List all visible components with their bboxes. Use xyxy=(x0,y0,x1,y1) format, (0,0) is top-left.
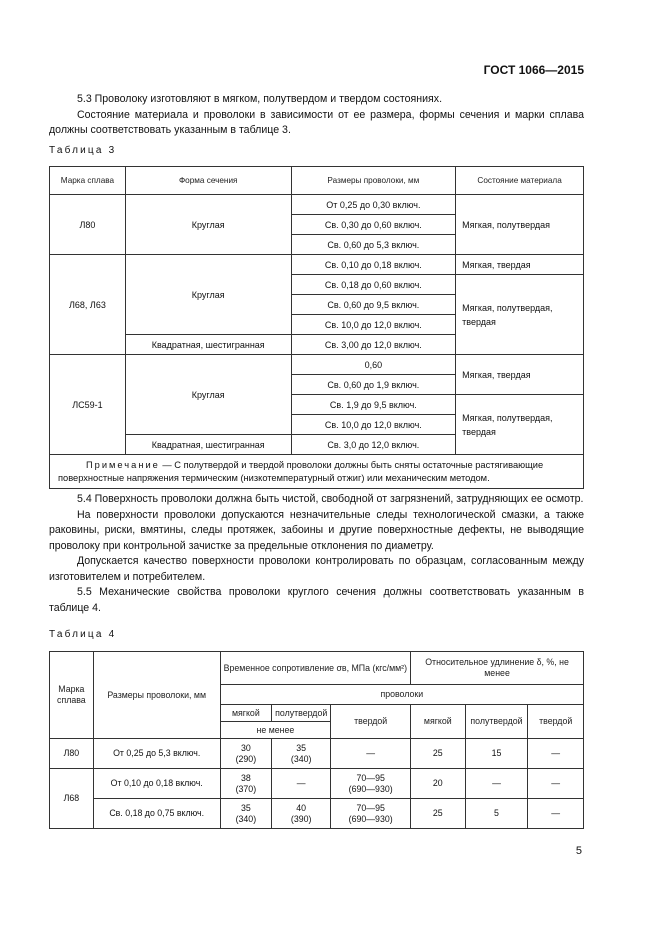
cell-grade: Л68 xyxy=(50,769,94,829)
cell-value: — xyxy=(331,739,411,769)
cell-value: 35 (340) xyxy=(272,739,331,769)
cell-size: Св. 0,60 до 9,5 включ. xyxy=(291,295,456,315)
page-number: 5 xyxy=(575,845,582,857)
cell-value: 30 (290) xyxy=(220,739,272,769)
th-grade: Марка сплава xyxy=(50,652,94,739)
th-hard: твердой xyxy=(528,705,584,739)
cell-value: — xyxy=(272,769,331,799)
cell-value: — xyxy=(528,769,584,799)
th-hard: твердой xyxy=(331,705,411,739)
paragraph: 5.3 Проволоку изготовляют в мягком, полутвердом и твердом состояниях. xyxy=(77,93,443,105)
cell-grade: ЛС59-1 xyxy=(50,355,126,455)
cell-value: 25 xyxy=(411,799,465,829)
cell-size: Св. 0,18 до 0,60 включ. xyxy=(291,275,456,295)
cell-size: От 0,25 до 5,3 включ. xyxy=(93,739,220,769)
cell-form: Квадратная, шестигранная xyxy=(125,435,291,455)
th-elongation: Относительное удлинение δ, %, не менее xyxy=(411,652,584,685)
cell-size: Св. 0,30 до 0,60 включ. xyxy=(291,215,456,235)
section-5-3 xyxy=(49,92,584,139)
paragraph: 5.5 Механические свойства проволоки круглого сечения должны соответствовать указанным в таблице 4. xyxy=(49,586,584,614)
cell-state: Мягкая, твердая xyxy=(456,255,584,275)
cell-value: 40 (390) xyxy=(272,799,331,829)
cell-size: От 0,25 до 0,30 включ. xyxy=(291,195,456,215)
cell-size: Св. 10,0 до 12,0 включ. xyxy=(291,315,456,335)
th-not-less: не менее xyxy=(220,722,331,739)
cell-value: 25 xyxy=(411,739,465,769)
cell-value: — xyxy=(528,739,584,769)
cell-form: Круглая xyxy=(125,255,291,335)
table-row xyxy=(50,769,584,799)
cell-size: Св. 1,9 до 9,5 включ. xyxy=(291,395,456,415)
cell-value: 20 xyxy=(411,769,465,799)
cell-grade: Л68, Л63 xyxy=(50,255,126,355)
cell-form: Круглая xyxy=(125,195,291,255)
paragraph: На поверхности проволоки допускаются незначительные следы технологической смазки, а также раковины, риски, вмятины, следы протяжек, забоины и другие поверхностные дефекты, не выводящие проволоку при контрольной зачистке за предельные отклонения по диаметру. xyxy=(49,508,584,552)
th-tensile: Временное сопротивление σв, МПа (кгс/мм²) xyxy=(220,652,410,685)
paragraph: Допускается качество поверхности проволоки контролировать по образцам, согласованным между изготовителем и потребителем. xyxy=(49,555,584,583)
table-3-caption: Таблица 3 xyxy=(49,145,117,156)
cell-size: Св. 0,60 до 1,9 включ. xyxy=(291,375,456,395)
cell-form: Круглая xyxy=(125,355,291,435)
th-form: Форма сечения xyxy=(125,167,291,195)
cell-value: 15 xyxy=(465,739,528,769)
th-state: Состояние материала xyxy=(456,167,584,195)
cell-state: Мягкая, полутвердая xyxy=(456,195,584,255)
cell-grade: Л80 xyxy=(50,739,94,769)
th-semihard: полутвердой xyxy=(272,705,331,722)
cell-value: 35 (340) xyxy=(220,799,272,829)
cell-value: 70—95 (690—930) xyxy=(331,799,411,829)
note-label: Примечание xyxy=(86,460,160,470)
cell-size: Св. 0,60 до 5,3 включ. xyxy=(291,235,456,255)
note-text: — С полутвердой и твердой проволоки должны быть сняты остаточные растягивающие поверхностные напряжения термическим (низкотемпературный отжиг) или механическим методом. xyxy=(58,460,544,483)
section-5-4 xyxy=(49,492,584,585)
cell-size: Св. 3,00 до 12,0 включ. xyxy=(291,335,456,355)
cell-value: 70—95 (690—930) xyxy=(331,769,411,799)
cell-size: 0,60 xyxy=(291,355,456,375)
cell-value: 38 (370) xyxy=(220,769,272,799)
section-5-5 xyxy=(49,585,584,616)
cell-value: 5 xyxy=(465,799,528,829)
table-row xyxy=(50,739,584,769)
th-semihard: полутвердой xyxy=(465,705,528,739)
th-size: Размеры проволоки, мм xyxy=(93,652,220,739)
cell-state: Мягкая, полутвердая, твердая xyxy=(456,395,584,455)
cell-value: — xyxy=(528,799,584,829)
cell-state: Мягкая, твердая xyxy=(456,355,584,395)
table-note xyxy=(50,455,584,489)
cell-state: Мягкая, полутвердая, твердая xyxy=(456,275,584,355)
table-3 xyxy=(49,166,584,489)
th-grade: Марка сплава xyxy=(50,167,126,195)
cell-grade: Л80 xyxy=(50,195,126,255)
cell-size: Св. 0,10 до 0,18 включ. xyxy=(291,255,456,275)
document-code: ГОСТ 1066—2015 xyxy=(483,63,584,77)
paragraph: Состояние материала и проволоки в зависимости от ее размера, формы сечения и марки сплава должны соответствовать указанным в таблице 3. xyxy=(49,108,584,136)
th-size: Размеры проволоки, мм xyxy=(291,167,456,195)
th-soft: мягкой xyxy=(220,705,272,722)
cell-size: Св. 0,18 до 0,75 включ. xyxy=(93,799,220,829)
th-wire: проволоки xyxy=(220,685,583,705)
cell-form: Квадратная, шестигранная xyxy=(125,335,291,355)
cell-size: Св. 10,0 до 12,0 включ. xyxy=(291,415,456,435)
table-4-caption: Таблица 4 xyxy=(49,629,117,640)
paragraph: 5.4 Поверхность проволоки должна быть чистой, свободной от загрязнений, затрудняющих ее осмотр. xyxy=(77,493,584,505)
cell-size: Св. 3,0 до 12,0 включ. xyxy=(291,435,456,455)
th-soft: мягкой xyxy=(411,705,465,739)
cell-size: От 0,10 до 0,18 включ. xyxy=(93,769,220,799)
table-4 xyxy=(49,651,584,829)
cell-value: — xyxy=(465,769,528,799)
table-row xyxy=(50,799,584,829)
